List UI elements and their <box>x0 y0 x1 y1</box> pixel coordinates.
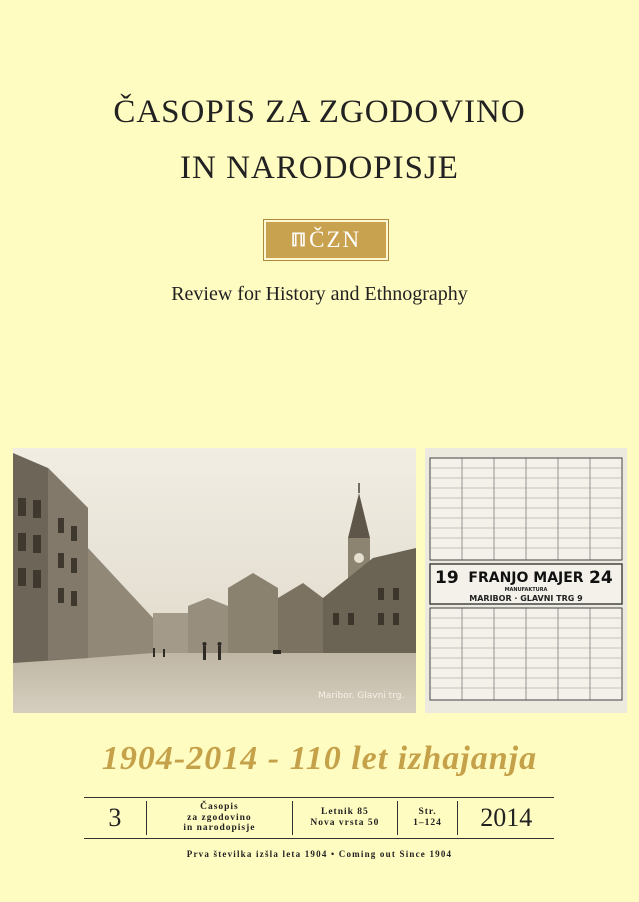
calendar-year-right: 24 <box>589 568 613 588</box>
journal-title-line2: IN NARODOPISJE <box>180 150 459 186</box>
volume-line1: Letnik 85 <box>320 807 369 818</box>
journal-line2: za zgodovino <box>187 812 252 823</box>
pages-line1: Str. <box>418 807 437 818</box>
journal-name-cell <box>147 801 293 835</box>
photo-caption: Maribor. Glavni trg. <box>318 691 405 701</box>
calendar-year-left: 19 <box>435 568 459 588</box>
column-icon: ℿ <box>290 229 304 250</box>
calendar-company-sub: MANUFAKTURA <box>504 587 548 593</box>
volume-line2: Nova vrsta 50 <box>310 818 380 828</box>
czn-logo <box>264 220 388 260</box>
journal-title-line1: ČASOPIS ZA ZGODOVINO <box>113 94 526 130</box>
issue-number-text: 3 <box>108 803 122 832</box>
journal-line3: in narodopisje <box>183 823 256 834</box>
logo-text: ČZN <box>309 227 362 252</box>
calendar-address: MARIBOR · GLAVNI TRG 9 <box>469 594 583 603</box>
square-illustration <box>13 448 416 713</box>
issue-info-bar <box>84 797 554 839</box>
volume-cell <box>293 801 398 835</box>
wall-calendar-image <box>425 448 627 713</box>
journal-subtitle: Review for History and Ethnography <box>171 283 468 305</box>
issue-year-text: 2014 <box>480 803 533 832</box>
issue-year <box>458 801 554 835</box>
historic-square-photo <box>13 448 416 713</box>
footer-note: Prva številka izšla leta 1904 • Coming out Since 1904 <box>186 849 453 859</box>
journal-line1: Časopis <box>200 801 239 812</box>
calendar-company: FRANJO MAJER <box>468 570 584 586</box>
issue-number <box>84 801 147 835</box>
pages-cell <box>398 801 459 835</box>
anniversary-banner: 1904-2014 - 110 let izhajanja <box>101 740 538 777</box>
pages-line2: 1–124 <box>413 818 442 828</box>
